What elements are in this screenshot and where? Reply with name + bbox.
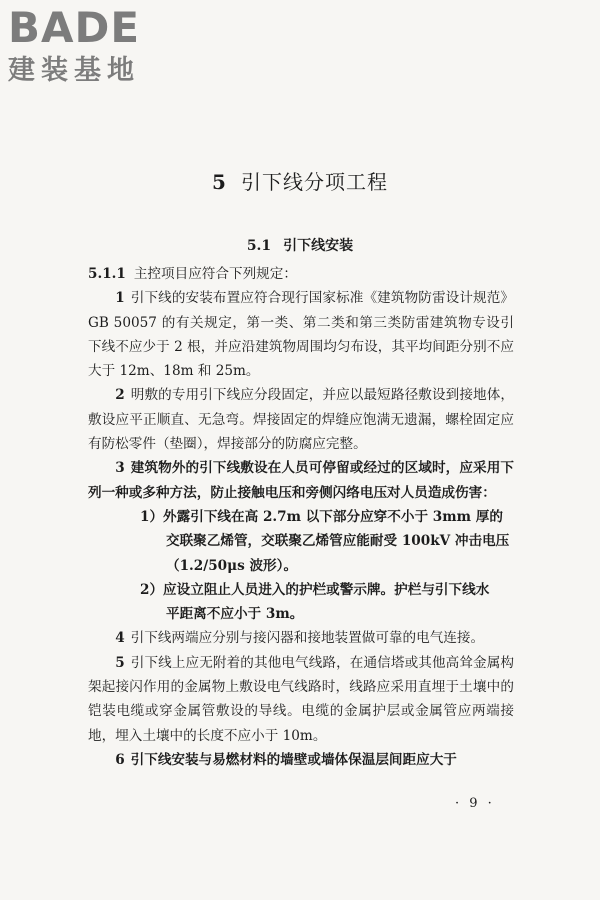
item-4-text: 引下线两端应分别与接闪器和接地装置做可靠的电气连接。	[130, 630, 485, 647]
item-6	[88, 748, 514, 772]
item-5-text: 引下线上应无附着的其他电气线路，在通信塔或其他高耸金属构架起接闪作用的金属物上敷设电气线路时，线路应采用直埋于土壤中的铠装电缆或穿金属管敷设的导线。电缆的金属护层或金属管应两端接地，埋入土壤中的长度不应小于 10m。	[88, 654, 514, 744]
item-1	[88, 286, 514, 383]
item-5-index: 5	[115, 654, 125, 671]
section-heading	[0, 235, 600, 255]
item-3-sub-1-line-3: （1.2/50μs 波形）。	[166, 557, 298, 574]
item-3-sub-1-line-1: 1）外露引下线在高 2.7m 以下部分应穿不小于 3mm 厚的	[140, 508, 503, 525]
chapter-number: 5	[212, 170, 227, 194]
item-2-text: 明敷的专用引下线应分段固定，并应以最短路径敷设到接地体，敷设应平正顺直、无急弯。焊接固定的焊缝应饱满无遗漏，螺栓固定应有防松零件（垫圈），焊接部分的防腐应完整。	[88, 387, 514, 453]
item-3-index: 3	[115, 460, 125, 477]
item-3-sub-1-line-2: 交联聚乙烯管，交联聚乙烯管应能耐受 100kV 冲击电压	[166, 533, 510, 550]
item-6-index: 6	[115, 751, 125, 768]
logo-wordmark: BADE	[8, 3, 141, 52]
logo	[8, 3, 178, 88]
item-4-index: 4	[115, 630, 125, 647]
item-1-text: 引下线的安装布置应符合现行国家标准《建筑物防雷设计规范》GB 50057 的有关规定，第一类、第二类和第三类防雷建筑物专设引下线不应少于 2 根，并应沿建筑物周围均匀布设，其平均间距分别不应大于 12m、18m 和 25m。	[88, 290, 514, 380]
chapter-heading	[0, 166, 600, 195]
clause-number: 5.1.1	[88, 266, 126, 282]
item-2-index: 2	[115, 387, 125, 404]
item-3	[88, 456, 514, 505]
section-number: 5.1	[246, 238, 272, 254]
clause-paragraph	[88, 262, 514, 286]
item-3-sub-1	[140, 505, 514, 578]
item-1-index: 1	[115, 290, 125, 307]
item-5	[88, 651, 514, 748]
clause-text: 主控项目应符合下列规定：	[133, 266, 297, 282]
item-4	[88, 626, 514, 650]
page-number: · 9 ·	[455, 796, 495, 811]
logo-subtitle: 建装基地	[8, 55, 140, 86]
item-3-sub-2	[140, 578, 514, 627]
item-3-sub-2-line-1: 2）应设立阻止人员进入的护栏或警示牌。护栏与引下线水	[140, 581, 490, 598]
item-6-text: 引下线安装与易燃材料的墙壁或墙体保温层间距应大于	[130, 751, 457, 768]
item-3-text: 建筑物外的引下线敷设在人员可停留或经过的区域时，应采用下列一种或多种方法，防止接触电压和旁侧闪络电压对人员造成伤害：	[88, 460, 514, 501]
document-body	[88, 262, 514, 772]
section-title: 引下线安装	[283, 238, 354, 254]
item-3-sub-2-line-2: 平距离不应小于 3m。	[166, 606, 304, 623]
item-2	[88, 383, 514, 456]
chapter-title: 引下线分项工程	[240, 170, 388, 194]
